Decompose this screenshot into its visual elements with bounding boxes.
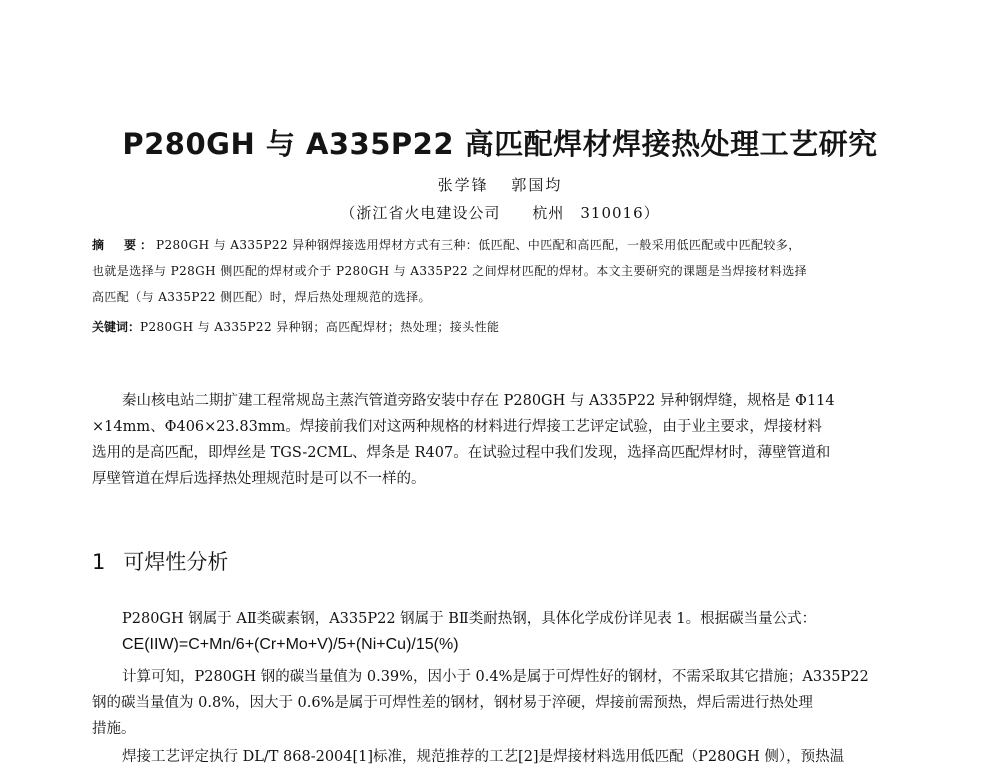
author-list [0,174,1000,195]
section-number: 1 [92,550,106,574]
section-paragraph: 措施。 [92,721,136,737]
abstract-line: 也就是选择与 P28GH 侧匹配的焊材或介于 P280GH 与 A335P22 之间焊材匹配的焊材。本文主要研究的课题是当焊接材料选择 [92,264,808,278]
section-paragraph: P280GH 钢属于 AⅡ类碳素钢，A335P22 钢属于 BⅡ类耐热钢，具体化学成份详见表 1。根据碳当量公式： [122,611,817,627]
abstract-line [92,232,912,258]
intro-line: 厚壁管道在焊后选择热处理规范时是可以不一样的。 [92,471,426,487]
section-title: 可焊性分析 [123,550,229,574]
keywords-label: 关键词： [92,320,141,334]
keywords-text: P280GH 与 A335P22 异种钢；高匹配焊材；热处理；接头性能 [140,320,500,334]
author-name: 郭国均 [511,176,563,194]
section-paragraph: 计算可知，P280GH 钢的碳当量值为 0.39%，因小于 0.4%是属于可焊性好的钢材，不需采取其它措施；A335P22 [122,669,869,685]
abstract-line: 高匹配（与 A335P22 侧匹配）时，焊后热处理规范的选择。 [92,290,431,304]
paper-title: P280GH 与 A335P22 高匹配焊材焊接热处理工艺研究 [122,127,878,161]
abstract-label: 摘 要： [92,238,157,252]
section-paragraph: 钢的碳当量值为 0.8%，因大于 0.6%是属于可焊性差的钢材，钢材易于淬硬，焊接前需预热，焊后需进行热处理 [92,695,813,711]
intro-line: 选用的是高匹配，即焊丝是 TGS-2CML、焊条是 R407。在试验过程中我们发现，选择高匹配焊材时，薄壁管道和 [92,445,831,461]
abstract-text: P280GH 与 A335P22 异种钢焊接选用焊材方式有三种：低匹配、中匹配和高匹配，一般采用低匹配或中匹配较多， [156,238,801,252]
carbon-equivalent-formula: CE(IIW)=C+Mn/6+(Cr+Mo+V)/5+(Ni+Cu)/15(%) [122,636,459,653]
section-paragraph-cutoff: 焊接工艺评定执行 DL/T 868-2004[1]标准，规范推荐的工艺[2]是焊接材料选用低匹配（P280GH 侧），预热温 [122,749,845,765]
section-heading [92,546,228,576]
keywords-line [92,314,912,340]
intro-line: ×14mm、Φ406×23.83mm。焊接前我们对这两种规格的材料进行焊接工艺评定试验，由于业主要求，焊接材料 [92,419,822,435]
author-name: 张学锋 [437,176,489,194]
affiliation: （浙江省火电建设公司 杭州 310016） [340,204,660,222]
intro-line: 秦山核电站二期扩建工程常规岛主蒸汽管道旁路安装中存在 P280GH 与 A335P22 异种钢焊缝，规格是 Φ114 [122,393,835,409]
